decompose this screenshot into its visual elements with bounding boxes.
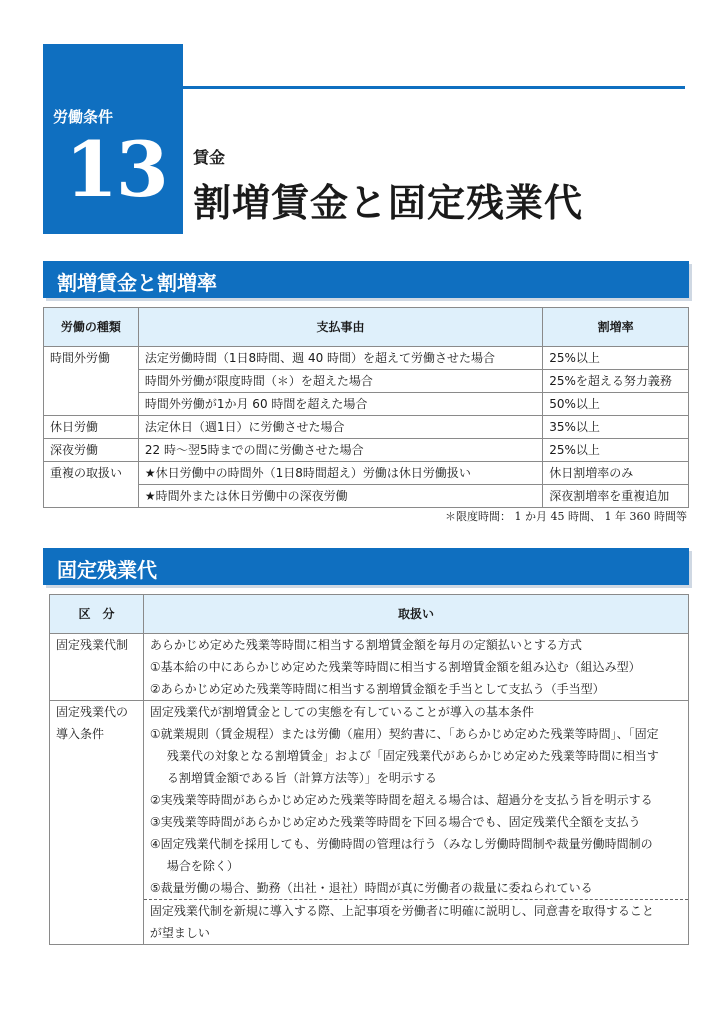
handling-cell	[143, 900, 688, 945]
section-heading-text: 割増賃金と割増率	[57, 271, 217, 295]
category-label: 固定残業代制	[56, 638, 129, 652]
table-row	[44, 416, 689, 439]
premium-rate-table	[43, 307, 689, 508]
reason-cell: 法定休日（週1日）に労働させた場合	[138, 416, 542, 439]
handling-text: ④固定残業代制を採用しても、労働時間の管理は行う（みなし労働時間制や裁量労働時間制の	[149, 837, 653, 851]
handling-text: 固定残業代が割増賃金としての実態を有していることが導入の基本条件	[149, 705, 534, 719]
table-row	[44, 393, 689, 416]
page-title: 割増賃金と固定残業代	[193, 181, 584, 225]
labor-type-cell: 休日労働	[44, 416, 139, 439]
handling-text: ②実残業等時間があらかじめ定めた残業等時間を超える場合は、超過分を支払う旨を明示する	[149, 793, 653, 807]
handling-cell	[143, 701, 688, 900]
section-heading-premium	[43, 261, 689, 298]
fixed-overtime-table	[49, 594, 689, 945]
rate-cell: 25%を超える努力義務	[543, 370, 689, 393]
labor-type-cell	[44, 370, 139, 393]
reason-cell: 時間外労働が1か月 60 時間を超えた場合	[138, 393, 542, 416]
handling-text: ⑤裁量労働の場合、勤務（出社・退社）時間が真に労働者の裁量に委ねられている	[149, 881, 593, 895]
category-cell	[50, 701, 144, 945]
handling-text: 固定残業代制を新規に導入する際、上記事項を労働者に明確に説明し、同意書を取得すること	[149, 904, 654, 918]
reason-cell: ★休日労働中の時間外（1日8時間超え）労働は休日労働扱い	[138, 462, 542, 485]
table-footnote: ＊限度時間： 1 か月 45 時間、 1 年 360 時間等	[445, 510, 687, 523]
category-cell	[50, 634, 144, 701]
column-header: 割増率	[543, 308, 689, 347]
page-subtitle: 賃金	[193, 148, 226, 167]
table-row	[50, 634, 689, 701]
rate-cell: 深夜割増率を重複追加	[543, 485, 689, 508]
chapter-badge	[43, 44, 183, 234]
labor-type-cell: 重複の取扱い	[44, 462, 139, 485]
handling-text: る割増賃金額である旨（計算方法等）」を明示する	[166, 771, 437, 785]
handling-text: ③実残業等時間があらかじめ定めた残業等時間を下回る場合でも、固定残業代全額を支払う	[149, 815, 641, 829]
table-row	[44, 462, 689, 485]
column-header: 取扱い	[143, 595, 688, 634]
labor-type-cell	[44, 393, 139, 416]
category-label: 固定残業代の	[56, 705, 129, 719]
rate-cell: 休日割増率のみ	[543, 462, 689, 485]
labor-type-cell: 深夜労働	[44, 439, 139, 462]
handling-text: が望ましい	[149, 926, 210, 940]
reason-cell: 時間外労働が限度時間（＊）を超えた場合	[138, 370, 542, 393]
table-header-row	[44, 308, 689, 347]
handling-text: ①就業規則（賃金規程）または労働（雇用）契約書に、「あらかじめ定めた残業等時間」、「固定	[149, 727, 659, 741]
header-rule	[183, 86, 685, 89]
table-row	[50, 900, 689, 945]
rate-cell: 35%以上	[543, 416, 689, 439]
labor-type-cell: 時間外労働	[44, 347, 139, 370]
handling-text: ①基本給の中にあらかじめ定めた残業等時間に相当する割増賃金額を組み込む（組込み型）	[149, 660, 641, 674]
column-header: 区 分	[50, 595, 144, 634]
labor-type-cell	[44, 485, 139, 508]
handling-text: ②あらかじめ定めた残業等時間に相当する割増賃金額を手当として支払う（手当型）	[149, 682, 605, 696]
handling-text: あらかじめ定めた残業等時間に相当する割増賃金額を毎月の定額払いとする方式	[149, 638, 582, 652]
table-header-row	[50, 595, 689, 634]
chapter-number: 13	[65, 125, 167, 214]
rate-cell: 25%以上	[543, 439, 689, 462]
rate-cell: 25%以上	[543, 347, 689, 370]
chapter-category: 労働条件	[53, 108, 114, 126]
column-header: 労働の種類	[44, 308, 139, 347]
table-row	[44, 485, 689, 508]
handling-text: 場合を除く）	[166, 859, 239, 873]
table-row	[50, 701, 689, 900]
category-label: 導入条件	[56, 727, 105, 741]
handling-text: 残業代の対象となる割増賃金」および「固定残業代があらかじめ定めた残業等時間に相当す	[166, 749, 659, 763]
table-row	[44, 347, 689, 370]
handling-cell	[143, 634, 688, 701]
rate-cell: 50%以上	[543, 393, 689, 416]
section-heading-text: 固定残業代	[57, 558, 157, 582]
reason-cell: 法定労働時間（1日8時間、週 40 時間）を超えて労働させた場合	[138, 347, 542, 370]
reason-cell: ★時間外または休日労働中の深夜労働	[138, 485, 542, 508]
column-header: 支払事由	[138, 308, 542, 347]
table-row	[44, 370, 689, 393]
reason-cell: 22 時～翌5時までの間に労働させた場合	[138, 439, 542, 462]
table-row	[44, 439, 689, 462]
section-heading-fixed-overtime	[43, 548, 689, 585]
